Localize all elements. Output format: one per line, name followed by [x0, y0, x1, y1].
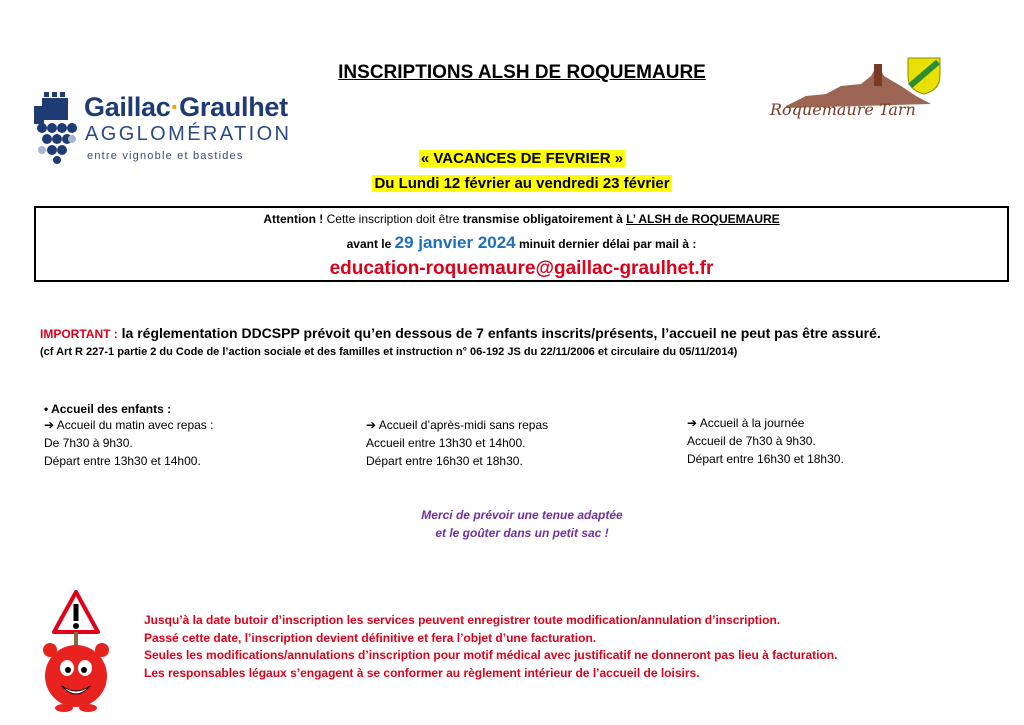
warning-triangle-icon	[36, 588, 116, 713]
vacances-dates: Du Lundi 12 février au vendredi 23 février	[374, 175, 670, 192]
roquemaure-tarn-logo	[766, 56, 946, 146]
accueil-apres-midi: ➔ Accueil d’après-midi sans repas Accueil entre 13h30 et 14h00. Départ entre 16h30 et 18h30.	[366, 418, 549, 468]
attention-box	[34, 206, 1009, 282]
attention-line: Attention ! Cette inscription doit être transmise obligatoirement à L’ ALSH de ROQUEMAURE	[263, 212, 780, 226]
deadline-date: 29 janvier 2024	[394, 233, 516, 252]
warning-line: Les responsables légaux s’engagent à se conformer au règlement intérieur de l’accueil de loisirs.	[144, 665, 700, 680]
logo-subtitle: AGGLOMÉRATION	[85, 123, 292, 145]
logo-right-text: Roquemaure Tarn	[770, 100, 916, 119]
warning-line: Jusqu’à la date butoir d’inscription les services peuvent enregistrer toute modification/annulation d’inscription.	[144, 613, 781, 627]
logo-tagline: entre vignoble et bastides	[87, 150, 244, 162]
accueil-heading: • Accueil des enfants :	[44, 402, 172, 416]
logo-name: Gaillac·Graulhet	[84, 92, 288, 122]
page-title: INSCRIPTIONS ALSH DE ROQUEMAURE	[338, 62, 706, 83]
warning-line: Passé cette date, l’inscription devient définitive et fera l’objet d’une facturation.	[144, 630, 597, 645]
merci-note: Merci de prévoir une tenue adaptée et le goûter dans un petit sac !	[421, 508, 623, 540]
deadline-line: avant le 29 janvier 2024 minuit dernier délai par mail à :	[346, 233, 697, 252]
warning-line: Seules les modifications/annulations d’inscription pour motif médical avec justificatif ne donneront pas lieu à facturation.	[144, 648, 838, 662]
important-notice: IMPORTANT : la réglementation DDCSPP prévoit qu’en dessous de 7 enfants inscrits/présents, l’accueil ne peut pas être assuré.	[40, 325, 881, 341]
contact-email[interactable]: education-roquemaure@gaillac-graulhet.fr	[329, 258, 714, 279]
vacances-heading: « VACANCES DE FEVRIER »	[420, 150, 624, 167]
coat-of-arms-icon	[906, 56, 942, 96]
warnings-block	[144, 612, 837, 682]
accueil-journee: ➔ Accueil à la journée Accueil de 7h30 à 9h30. Départ entre 16h30 et 18h30.	[687, 416, 844, 466]
accueil-matin: ➔ Accueil du matin avec repas : De 7h30 à 9h30. Départ entre 13h30 et 14h00.	[44, 418, 214, 468]
legal-reference: (cf Art R 227-1 partie 2 du Code de l’action sociale et des familles et instruction n° 06-192 JS du 22/11/2006 et circulaire du 05/11/2014)	[40, 346, 738, 358]
warning-mascot	[36, 588, 116, 713]
